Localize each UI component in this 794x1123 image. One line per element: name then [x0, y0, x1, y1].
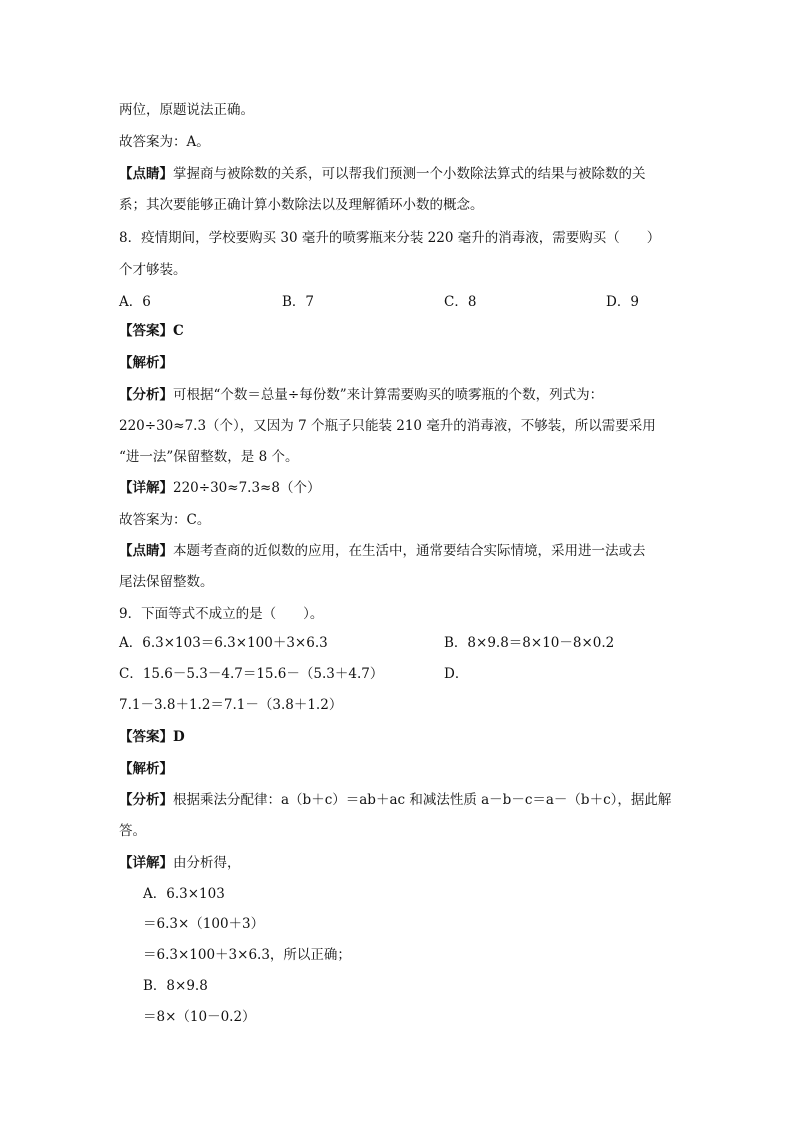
q8-option-c: C．8	[444, 294, 477, 310]
dianjing-line	[119, 164, 646, 184]
q9-option-a: A．6.3×103＝6.3×100＋3×6.3	[119, 635, 328, 651]
xiangjie-tag: 【详解】	[119, 480, 173, 496]
fenxi-text: 根据乘法分配律：a（b＋c）＝ab＋ac 和减法性质 a－b－c＝a－（b＋c），据此解	[173, 792, 672, 808]
solution-step: ＝8×（10－0.2）	[143, 1009, 256, 1025]
q9-option-d-expression: 7.1－3.8＋1.2＝7.1－（3.8＋1.2）	[119, 697, 343, 713]
text-line: “进一法”保留整数，是 8 个。	[119, 449, 299, 465]
q8-option-b: B．7	[282, 294, 315, 310]
fenxi-text: 可根据“个数＝总量÷每份数”来计算需要购买的喷雾瓶的个数，列式为：	[173, 387, 604, 403]
xiangjie-line-9	[119, 853, 241, 873]
fenxi-line-9	[119, 790, 671, 810]
question-9-stem: 9．下面等式不成立的是（ ）。	[119, 606, 324, 622]
text-line: 220÷30≈7.3（个），又因为 7 个瓶子只能装 210 毫升的消毒液，不够装，所以需要采用	[119, 418, 656, 434]
dianjing-text: 掌握商与被除数的关系，可以帮我们预测一个小数除法算式的结果与被除数的关	[173, 166, 646, 182]
text-line: 答。	[119, 823, 146, 839]
text-line: 系；其次要能够正确计算小数除法以及理解循环小数的概念。	[119, 197, 484, 213]
fenxi-line-8	[119, 385, 603, 405]
solution-step: B．8×9.8	[143, 978, 208, 994]
xiangjie-line-8	[119, 478, 320, 498]
fenxi-tag: 【分析】	[119, 387, 173, 403]
question-8-stem-cont: 个才够装。	[119, 262, 187, 278]
text-line: 尾法保留整数。	[119, 574, 214, 590]
dianjing-tag: 【点睛】	[119, 543, 173, 559]
dianjing-line-8	[119, 541, 646, 561]
q8-option-a: A．6	[119, 294, 151, 310]
q8-option-d: D．9	[606, 294, 639, 310]
solution-step: ＝6.3×（100＋3）	[143, 916, 265, 932]
fenxi-tag: 【分析】	[119, 792, 173, 808]
answer-conclusion: 故答案为：A。	[119, 134, 210, 150]
analysis-label-8: 【解析】	[119, 355, 173, 371]
answer-label-8: 【答案】C	[119, 323, 184, 339]
solution-step: ＝6.3×100＋3×6.3，所以正确；	[143, 947, 351, 963]
answer-label-9: 【答案】D	[119, 729, 185, 745]
xiangjie-tag: 【详解】	[119, 855, 173, 871]
question-8-stem: 8．疫情期间，学校要购买 30 毫升的喷雾瓶来分装 220 毫升的消毒液，需要购买（ ）	[119, 230, 661, 246]
q9-option-c: C．15.6－5.3－4.7＝15.6－（5.3＋4.7）	[119, 666, 384, 682]
xiangjie-text: 220÷30≈7.3≈8（个）	[173, 480, 321, 496]
analysis-label-9: 【解析】	[119, 761, 173, 777]
xiangjie-text: 由分析得，	[173, 855, 241, 871]
text-line: 两位，原题说法正确。	[119, 102, 254, 118]
q9-option-b: B．8×9.8＝8×10－8×0.2	[444, 635, 615, 651]
q9-option-d: D．	[444, 666, 469, 682]
solution-step: A．6.3×103	[143, 886, 225, 902]
answer-conclusion: 故答案为：C。	[119, 512, 211, 528]
dianjing-tag: 【点睛】	[119, 166, 173, 182]
dianjing-text: 本题考查商的近似数的应用，在生活中，通常要结合实际情境，采用进一法或去	[173, 543, 646, 559]
